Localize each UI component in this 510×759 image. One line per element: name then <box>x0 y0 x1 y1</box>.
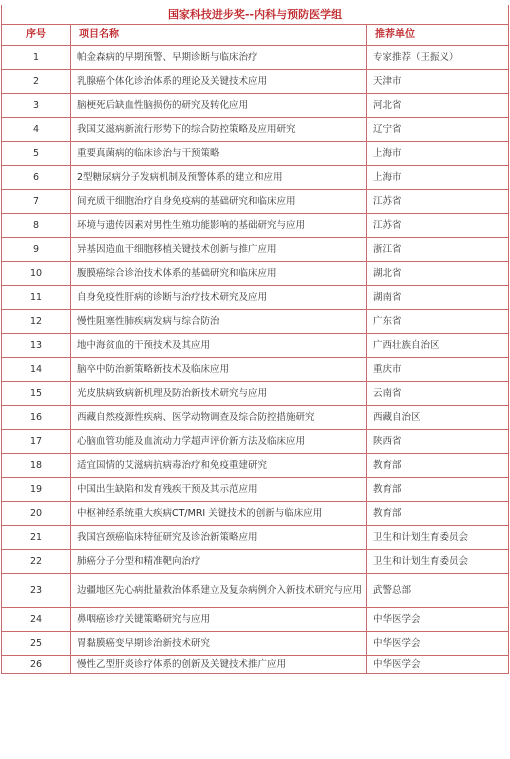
row-recommending-unit: 武警总部 <box>367 574 509 608</box>
row-serial-number: 18 <box>2 454 71 478</box>
table-row <box>2 382 509 406</box>
row-recommending-unit: 中华医学会 <box>367 632 509 656</box>
row-project-name: 慢性阻塞性肺疾病发病与综合防治 <box>71 310 367 334</box>
row-project-name: 间充质干细胞治疗自身免疫病的基础研究和临床应用 <box>71 190 367 214</box>
row-recommending-unit: 卫生和计划生育委员会 <box>367 550 509 574</box>
row-project-name: 我国宫颈癌临床特征研究及诊治新策略应用 <box>71 526 367 550</box>
row-serial-number: 6 <box>2 166 71 190</box>
row-project-name: 鼻咽癌诊疗关键策略研究与应用 <box>71 608 367 632</box>
row-recommending-unit: 浙江省 <box>367 238 509 262</box>
row-recommending-unit: 中华医学会 <box>367 656 509 674</box>
row-recommending-unit: 西藏自治区 <box>367 406 509 430</box>
row-recommending-unit: 中华医学会 <box>367 608 509 632</box>
row-serial-number: 21 <box>2 526 71 550</box>
row-recommending-unit: 江苏省 <box>367 190 509 214</box>
header-recommending-unit: 推荐单位 <box>367 25 509 46</box>
row-project-name: 心脑血管功能及血流动力学超声评价新方法及临床应用 <box>71 430 367 454</box>
table-row <box>2 190 509 214</box>
row-serial-number: 15 <box>2 382 71 406</box>
row-serial-number: 8 <box>2 214 71 238</box>
row-serial-number: 20 <box>2 502 71 526</box>
row-serial-number: 1 <box>2 46 71 70</box>
table-row <box>2 94 509 118</box>
row-serial-number: 5 <box>2 142 71 166</box>
row-project-name: 2型糖尿病分子发病机制及预警体系的建立和应用 <box>71 166 367 190</box>
row-project-name: 地中海贫血的干预技术及其应用 <box>71 334 367 358</box>
table-row <box>2 430 509 454</box>
row-recommending-unit: 教育部 <box>367 454 509 478</box>
table-row <box>2 142 509 166</box>
table-row <box>2 334 509 358</box>
row-recommending-unit: 天津市 <box>367 70 509 94</box>
row-recommending-unit: 云南省 <box>367 382 509 406</box>
row-recommending-unit: 教育部 <box>367 478 509 502</box>
row-serial-number: 19 <box>2 478 71 502</box>
table-row <box>2 262 509 286</box>
table-row <box>2 478 509 502</box>
row-serial-number: 13 <box>2 334 71 358</box>
row-recommending-unit: 上海市 <box>367 166 509 190</box>
row-serial-number: 11 <box>2 286 71 310</box>
header-serial-number: 序号 <box>2 25 71 46</box>
row-recommending-unit: 湖南省 <box>367 286 509 310</box>
row-serial-number: 17 <box>2 430 71 454</box>
row-serial-number: 4 <box>2 118 71 142</box>
table-row <box>2 502 509 526</box>
table-row <box>2 214 509 238</box>
row-project-name: 我国艾滋病新流行形势下的综合防控策略及应用研究 <box>71 118 367 142</box>
row-serial-number: 24 <box>2 608 71 632</box>
table-row <box>2 454 509 478</box>
row-project-name: 光皮肤病致病新机理及防治新技术研究与应用 <box>71 382 367 406</box>
row-recommending-unit: 重庆市 <box>367 358 509 382</box>
row-serial-number: 7 <box>2 190 71 214</box>
row-recommending-unit: 广东省 <box>367 310 509 334</box>
row-project-name: 乳腺癌个体化诊治体系的理论及关键技术应用 <box>71 70 367 94</box>
row-project-name: 环境与遗传因素对男性生殖功能影响的基础研究与应用 <box>71 214 367 238</box>
table-row <box>2 118 509 142</box>
row-project-name: 中枢神经系统重大疾病CT/MRI 关键技术的创新与临床应用 <box>71 502 367 526</box>
row-project-name: 慢性乙型肝炎诊疗体系的创新及关键技术推广应用 <box>71 656 367 674</box>
row-project-name: 异基因造血干细胞移植关键技术创新与推广应用 <box>71 238 367 262</box>
row-recommending-unit: 江苏省 <box>367 214 509 238</box>
row-recommending-unit: 辽宁省 <box>367 118 509 142</box>
table-row <box>2 70 509 94</box>
row-recommending-unit: 湖北省 <box>367 262 509 286</box>
table-title-row <box>2 5 509 25</box>
row-serial-number: 2 <box>2 70 71 94</box>
row-serial-number: 9 <box>2 238 71 262</box>
table-row <box>2 608 509 632</box>
table-row <box>2 632 509 656</box>
row-recommending-unit: 教育部 <box>367 502 509 526</box>
row-serial-number: 25 <box>2 632 71 656</box>
header-project-name: 项目名称 <box>71 25 367 46</box>
row-recommending-unit: 陕西省 <box>367 430 509 454</box>
table-row <box>2 656 509 674</box>
row-serial-number: 12 <box>2 310 71 334</box>
row-project-name: 西藏自然疫源性疾病、医学动物调查及综合防控措施研究 <box>71 406 367 430</box>
row-recommending-unit: 专家推荐（王振义） <box>367 46 509 70</box>
row-serial-number: 3 <box>2 94 71 118</box>
table-row <box>2 574 509 608</box>
table-title: 国家科技进步奖--内科与预防医学组 <box>2 5 509 25</box>
row-project-name: 自身免疫性肝病的诊断与治疗技术研究及应用 <box>71 286 367 310</box>
row-serial-number: 22 <box>2 550 71 574</box>
row-recommending-unit: 广西壮族自治区 <box>367 334 509 358</box>
table-row <box>2 238 509 262</box>
row-project-name: 重要真菌病的临床诊治与干预策略 <box>71 142 367 166</box>
row-project-name: 脑卒中防治新策略新技术及临床应用 <box>71 358 367 382</box>
award-table <box>1 5 509 674</box>
row-serial-number: 14 <box>2 358 71 382</box>
table-row <box>2 550 509 574</box>
award-table-body <box>2 5 509 674</box>
table-row <box>2 166 509 190</box>
row-project-name: 中国出生缺陷和发育残疾干预及其示范应用 <box>71 478 367 502</box>
table-header-row <box>2 25 509 46</box>
row-project-name: 适宜国情的艾滋病抗病毒治疗和免疫重建研究 <box>71 454 367 478</box>
row-recommending-unit: 卫生和计划生育委员会 <box>367 526 509 550</box>
row-recommending-unit: 河北省 <box>367 94 509 118</box>
table-row <box>2 406 509 430</box>
table-row <box>2 46 509 70</box>
table-row <box>2 526 509 550</box>
table-row <box>2 358 509 382</box>
row-serial-number: 10 <box>2 262 71 286</box>
row-serial-number: 26 <box>2 656 71 674</box>
table-row <box>2 310 509 334</box>
row-recommending-unit: 上海市 <box>367 142 509 166</box>
row-project-name: 脑梗死后缺血性脑损伤的研究及转化应用 <box>71 94 367 118</box>
row-project-name: 肺癌分子分型和精准靶向治疗 <box>71 550 367 574</box>
row-project-name: 帕金森病的早期预警、早期诊断与临床治疗 <box>71 46 367 70</box>
row-project-name: 胃黏膜癌变早期诊治新技术研究 <box>71 632 367 656</box>
table-row <box>2 286 509 310</box>
row-serial-number: 23 <box>2 574 71 608</box>
row-serial-number: 16 <box>2 406 71 430</box>
row-project-name: 腹膜癌综合诊治技术体系的基础研究和临床应用 <box>71 262 367 286</box>
row-project-name: 边疆地区先心病批量救治体系建立及复杂病例介入新技术研究与应用 <box>71 574 367 608</box>
